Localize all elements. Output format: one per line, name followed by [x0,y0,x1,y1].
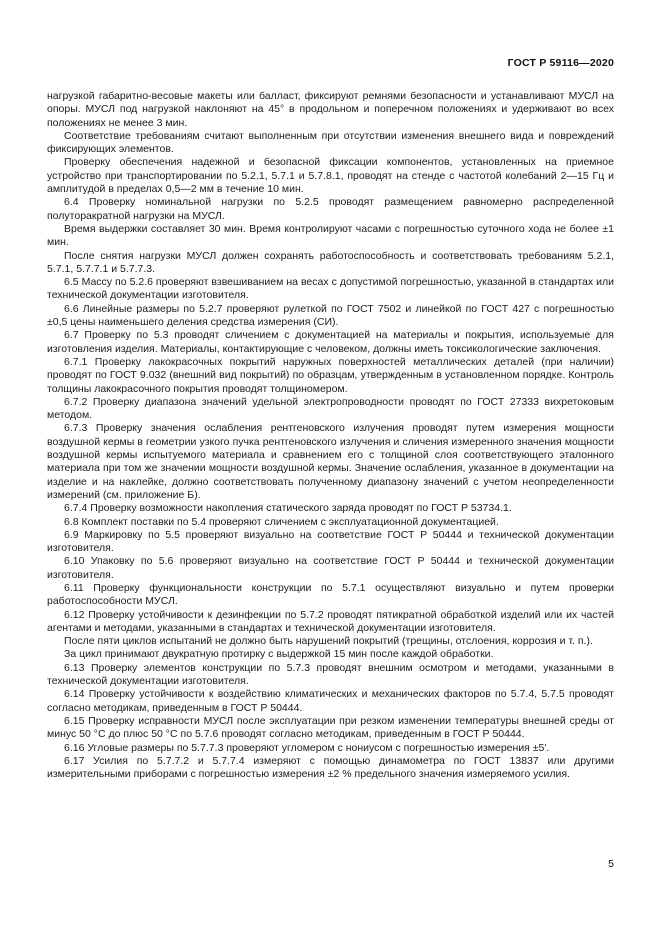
document-body [47,90,614,781]
paragraph: 6.5 Массу по 5.2.6 проверяют взвешиванием на весах с допустимой погрешностью, указанной в стандартах или технической документации изготовителя. [47,276,614,302]
document-header-title: ГОСТ Р 59116—2020 [507,57,614,69]
paragraph: 6.8 Комплект поставки по 5.4 проверяют сличением с эксплуатационной документацией. [64,515,499,528]
paragraph: 6.12 Проверку устойчивости к дезинфекции по 5.7.2 проводят пятикратной обработкой изделий или их частей агентами и методами, указанными в стандартах и технической документации изготовителя. [47,608,614,634]
paragraph: 6.4 Проверку номинальной нагрузки по 5.2.5 проводят размещением равномерно распределенной полуторакратной нагрузки на МУСЛ. [47,196,614,222]
paragraph: Время выдержки составляет 30 мин. Время контролируют часами с погрешностью суточного хода не более ±1 мин. [47,222,614,249]
paragraph: 6.7.4 Проверку возможности накопления статического заряда проводят по ГОСТ Р 53734.1. [64,502,512,515]
page-number: 5 [608,858,614,870]
paragraph: После снятия нагрузки МУСЛ должен сохранять работоспособность и соответствовать требованиям 5.2.1, 5.7.1, 5.7.7.1 и 5.7.7.3. [47,249,614,275]
paragraph: 6.11 Проверку функциональности конструкции по 5.7.1 осуществляют визуально и путем проверки работоспособности МУСЛ. [47,581,614,608]
paragraph: 6.7.3 Проверку значения ослабления рентгеновского излучения проводят путем измерения мощности воздушной кермы в геометрии узкого пучка рентгеновского излучения и сличения измеренного значения мощности воздушной кермы испытуемого материала и сравнением его с толщиной слоя соответствующего эталонного материала при том же значении мощности воздушной кермы. Значение ослабления, указанное в документации на изделие и на наклейке, должно соответствовать полученному диапазону значений с учетом неопределенности измерений (см. приложение Б). [47,422,614,501]
paragraph: 6.13 Проверку элементов конструкции по 5.7.3 проводят внешним осмотром и методами, указанными в технической документации изготовителя. [47,661,614,688]
paragraph: 6.7.1 Проверку лакокрасочных покрытий наружных поверхностей металлических деталей (при наличии) проводят по ГОСТ 9.032 (внешний вид покрытий) по образцам, утвержденным в установленном порядке. Контроль толщины лакокрасочного покрытия проводят толщиномером. [47,355,614,395]
paragraph: 6.10 Упаковку по 5.6 проверяют визуально на соответствие ГОСТ Р 50444 и технической документации изготовителя. [47,555,614,581]
paragraph: 6.16 Угловые размеры по 5.7.7.3 проверяют угломером с нониусом с погрешностью измерения ±5′. [64,741,550,754]
paragraph: Проверку обеспечения надежной и безопасной фиксации компонентов, установленных на приемное устройство при транспортировании по 5.2.1, 5.7.1 и 5.7.8.1, проводят на стенде с частотой колебаний 2—15 Гц и амплитудой в пределах 0,5—2 мм в течение 10 мин. [47,156,614,196]
paragraph: За цикл принимают двукратную протирку с выдержкой 15 мин после каждой обработки. [64,648,494,661]
paragraph: 6.6 Линейные размеры по 5.2.7 проверяют рулеткой по ГОСТ 7502 и линейкой по ГОСТ 427 с погрешностью ±0,5 цены наименьшего деления средства измерения (СИ). [47,302,614,329]
paragraph: 6.7 Проверку по 5.3 проводят сличением с документацией на материалы и покрытия, используемые для изготовления изделия. Материалы, контактирующие с человеком, должны иметь токсикологические заключения. [47,329,614,355]
paragraph: 6.14 Проверку устойчивости к воздействию климатических и механических факторов по 5.7.4, 5.7.5 проводят согласно методикам, приведенным в ГОСТ Р 50444. [47,688,614,714]
paragraph: После пяти циклов испытаний не должно быть нарушений покрытий (трещины, отслоения, коррозия и т. п.). [64,635,593,648]
paragraph: 6.9 Маркировку по 5.5 проверяют визуально на соответствие ГОСТ Р 50444 и технической документации изготовителя. [47,528,614,555]
paragraph: 6.7.2 Проверку диапазона значений удельной электропроводности проводят по ГОСТ 27333 вихретоковым методом. [47,395,614,422]
paragraph: 6.17 Усилия по 5.7.7.2 и 5.7.7.4 измеряют с помощью динамометра по ГОСТ 13837 или другими измерительными приборами с погрешностью измерения ±2 % предельного значения измеряемого усилия. [47,754,614,781]
paragraph: нагрузкой габаритно-весовые макеты или балласт, фиксируют ремнями безопасности и устанавливают МУСЛ на опоры. МУСЛ под нагрузкой наклоняют на 45° в продольном и поперечном положениях и удерживают во всех положениях не менее 3 мин. [47,90,614,129]
paragraph: 6.15 Проверку исправности МУСЛ после эксплуатации при резком изменении температуры внешней среды от минус 50 °С до плюс 50 °С по 5.7.6 проводят согласно методикам, приведенным в ГОСТ Р 50444. [47,714,614,741]
paragraph: Соответствие требованиям считают выполненным при отсутствии изменения внешнего вида и повреждений фиксирующих элементов. [47,129,614,156]
